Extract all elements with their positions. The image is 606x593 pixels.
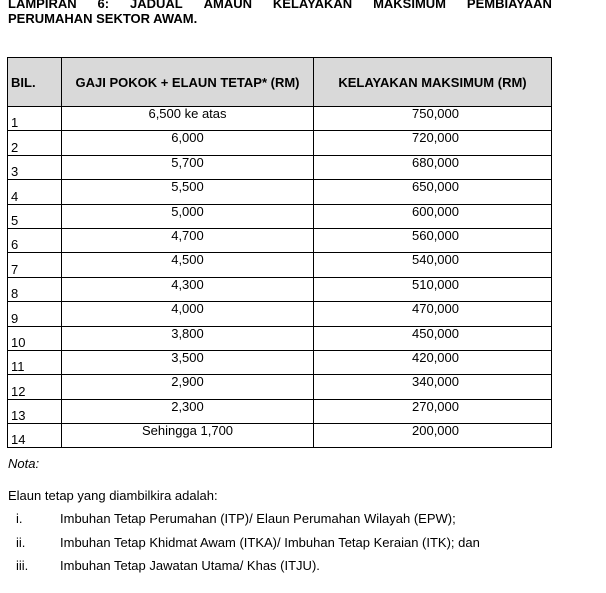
- cell-kelayakan: 540,000: [314, 253, 552, 277]
- cell-gaji: 6,000: [62, 131, 314, 155]
- cell-kelayakan: 650,000: [314, 180, 552, 204]
- header-bil: BIL.: [8, 58, 62, 107]
- document-heading: [8, 0, 552, 26]
- table-row: [8, 350, 552, 374]
- cell-bil: 1: [8, 107, 62, 131]
- cell-gaji: 3,500: [62, 350, 314, 374]
- cell-gaji: 4,700: [62, 228, 314, 252]
- list-item-number: ii.: [16, 535, 26, 550]
- table-row: [8, 302, 552, 326]
- cell-gaji: 2,300: [62, 399, 314, 423]
- table-row: [8, 326, 552, 350]
- eligibility-table: [7, 57, 552, 448]
- cell-gaji: 3,800: [62, 326, 314, 350]
- table-row: [8, 204, 552, 228]
- cell-gaji: 5,000: [62, 204, 314, 228]
- table-row: [8, 399, 552, 423]
- heading-word: AMAUN: [203, 0, 253, 11]
- cell-bil: 12: [8, 375, 62, 399]
- heading-word: MAKSIMUM: [373, 0, 446, 11]
- cell-kelayakan: 750,000: [314, 107, 552, 131]
- notes-title: Nota:: [8, 456, 40, 471]
- heading-line-1: [8, 0, 552, 11]
- list-item-text: Imbuhan Tetap Jawatan Utama/ Khas (ITJU).: [60, 558, 320, 573]
- cell-kelayakan: 200,000: [314, 424, 552, 448]
- table-row: [8, 253, 552, 277]
- cell-kelayakan: 340,000: [314, 375, 552, 399]
- cell-kelayakan: 510,000: [314, 277, 552, 301]
- header-gaji: GAJI POKOK + ELAUN TETAP* (RM): [62, 58, 314, 107]
- cell-bil: 14: [8, 424, 62, 448]
- cell-gaji: Sehingga 1,700: [62, 424, 314, 448]
- table-row: [8, 107, 552, 131]
- cell-bil: 7: [8, 253, 62, 277]
- cell-kelayakan: 680,000: [314, 155, 552, 179]
- heading-word: KELAYAKAN: [272, 0, 353, 11]
- list-item-number: iii.: [16, 558, 29, 573]
- cell-bil: 3: [8, 155, 62, 179]
- cell-gaji: 4,300: [62, 277, 314, 301]
- heading-word: LAMPIRAN: [8, 0, 77, 11]
- list-item-text: Imbuhan Tetap Khidmat Awam (ITKA)/ Imbuhan Tetap Keraian (ITK); dan: [60, 535, 480, 550]
- cell-bil: 11: [8, 350, 62, 374]
- cell-gaji: 5,500: [62, 180, 314, 204]
- heading-word: JADUAL: [129, 0, 183, 11]
- cell-gaji: 4,500: [62, 253, 314, 277]
- table-header-row: [8, 58, 552, 107]
- table-row: [8, 228, 552, 252]
- cell-kelayakan: 720,000: [314, 131, 552, 155]
- cell-gaji: 5,700: [62, 155, 314, 179]
- cell-kelayakan: 270,000: [314, 399, 552, 423]
- table-row: [8, 375, 552, 399]
- cell-gaji: 2,900: [62, 375, 314, 399]
- cell-gaji: 4,000: [62, 302, 314, 326]
- list-item-text: Imbuhan Tetap Perumahan (ITP)/ Elaun Perumahan Wilayah (EPW);: [60, 511, 456, 526]
- table-row: [8, 424, 552, 448]
- header-kelayakan: KELAYAKAN MAKSIMUM (RM): [314, 58, 552, 107]
- cell-bil: 9: [8, 302, 62, 326]
- notes-intro: Elaun tetap yang diambilkira adalah:: [8, 488, 218, 503]
- cell-kelayakan: 420,000: [314, 350, 552, 374]
- table-row: [8, 155, 552, 179]
- cell-bil: 10: [8, 326, 62, 350]
- heading-line-2: PERUMAHAN SEKTOR AWAM.: [8, 11, 198, 26]
- heading-word: PEMBIAYAAN: [466, 0, 552, 11]
- cell-gaji: 6,500 ke atas: [62, 107, 314, 131]
- table-row: [8, 277, 552, 301]
- cell-kelayakan: 600,000: [314, 204, 552, 228]
- list-item-number: i.: [16, 511, 23, 526]
- heading-word: 6:: [97, 0, 110, 11]
- cell-bil: 4: [8, 180, 62, 204]
- cell-bil: 2: [8, 131, 62, 155]
- cell-bil: 5: [8, 204, 62, 228]
- cell-kelayakan: 470,000: [314, 302, 552, 326]
- cell-kelayakan: 560,000: [314, 228, 552, 252]
- cell-bil: 6: [8, 228, 62, 252]
- cell-kelayakan: 450,000: [314, 326, 552, 350]
- table-row: [8, 180, 552, 204]
- table-row: [8, 131, 552, 155]
- cell-bil: 13: [8, 399, 62, 423]
- cell-bil: 8: [8, 277, 62, 301]
